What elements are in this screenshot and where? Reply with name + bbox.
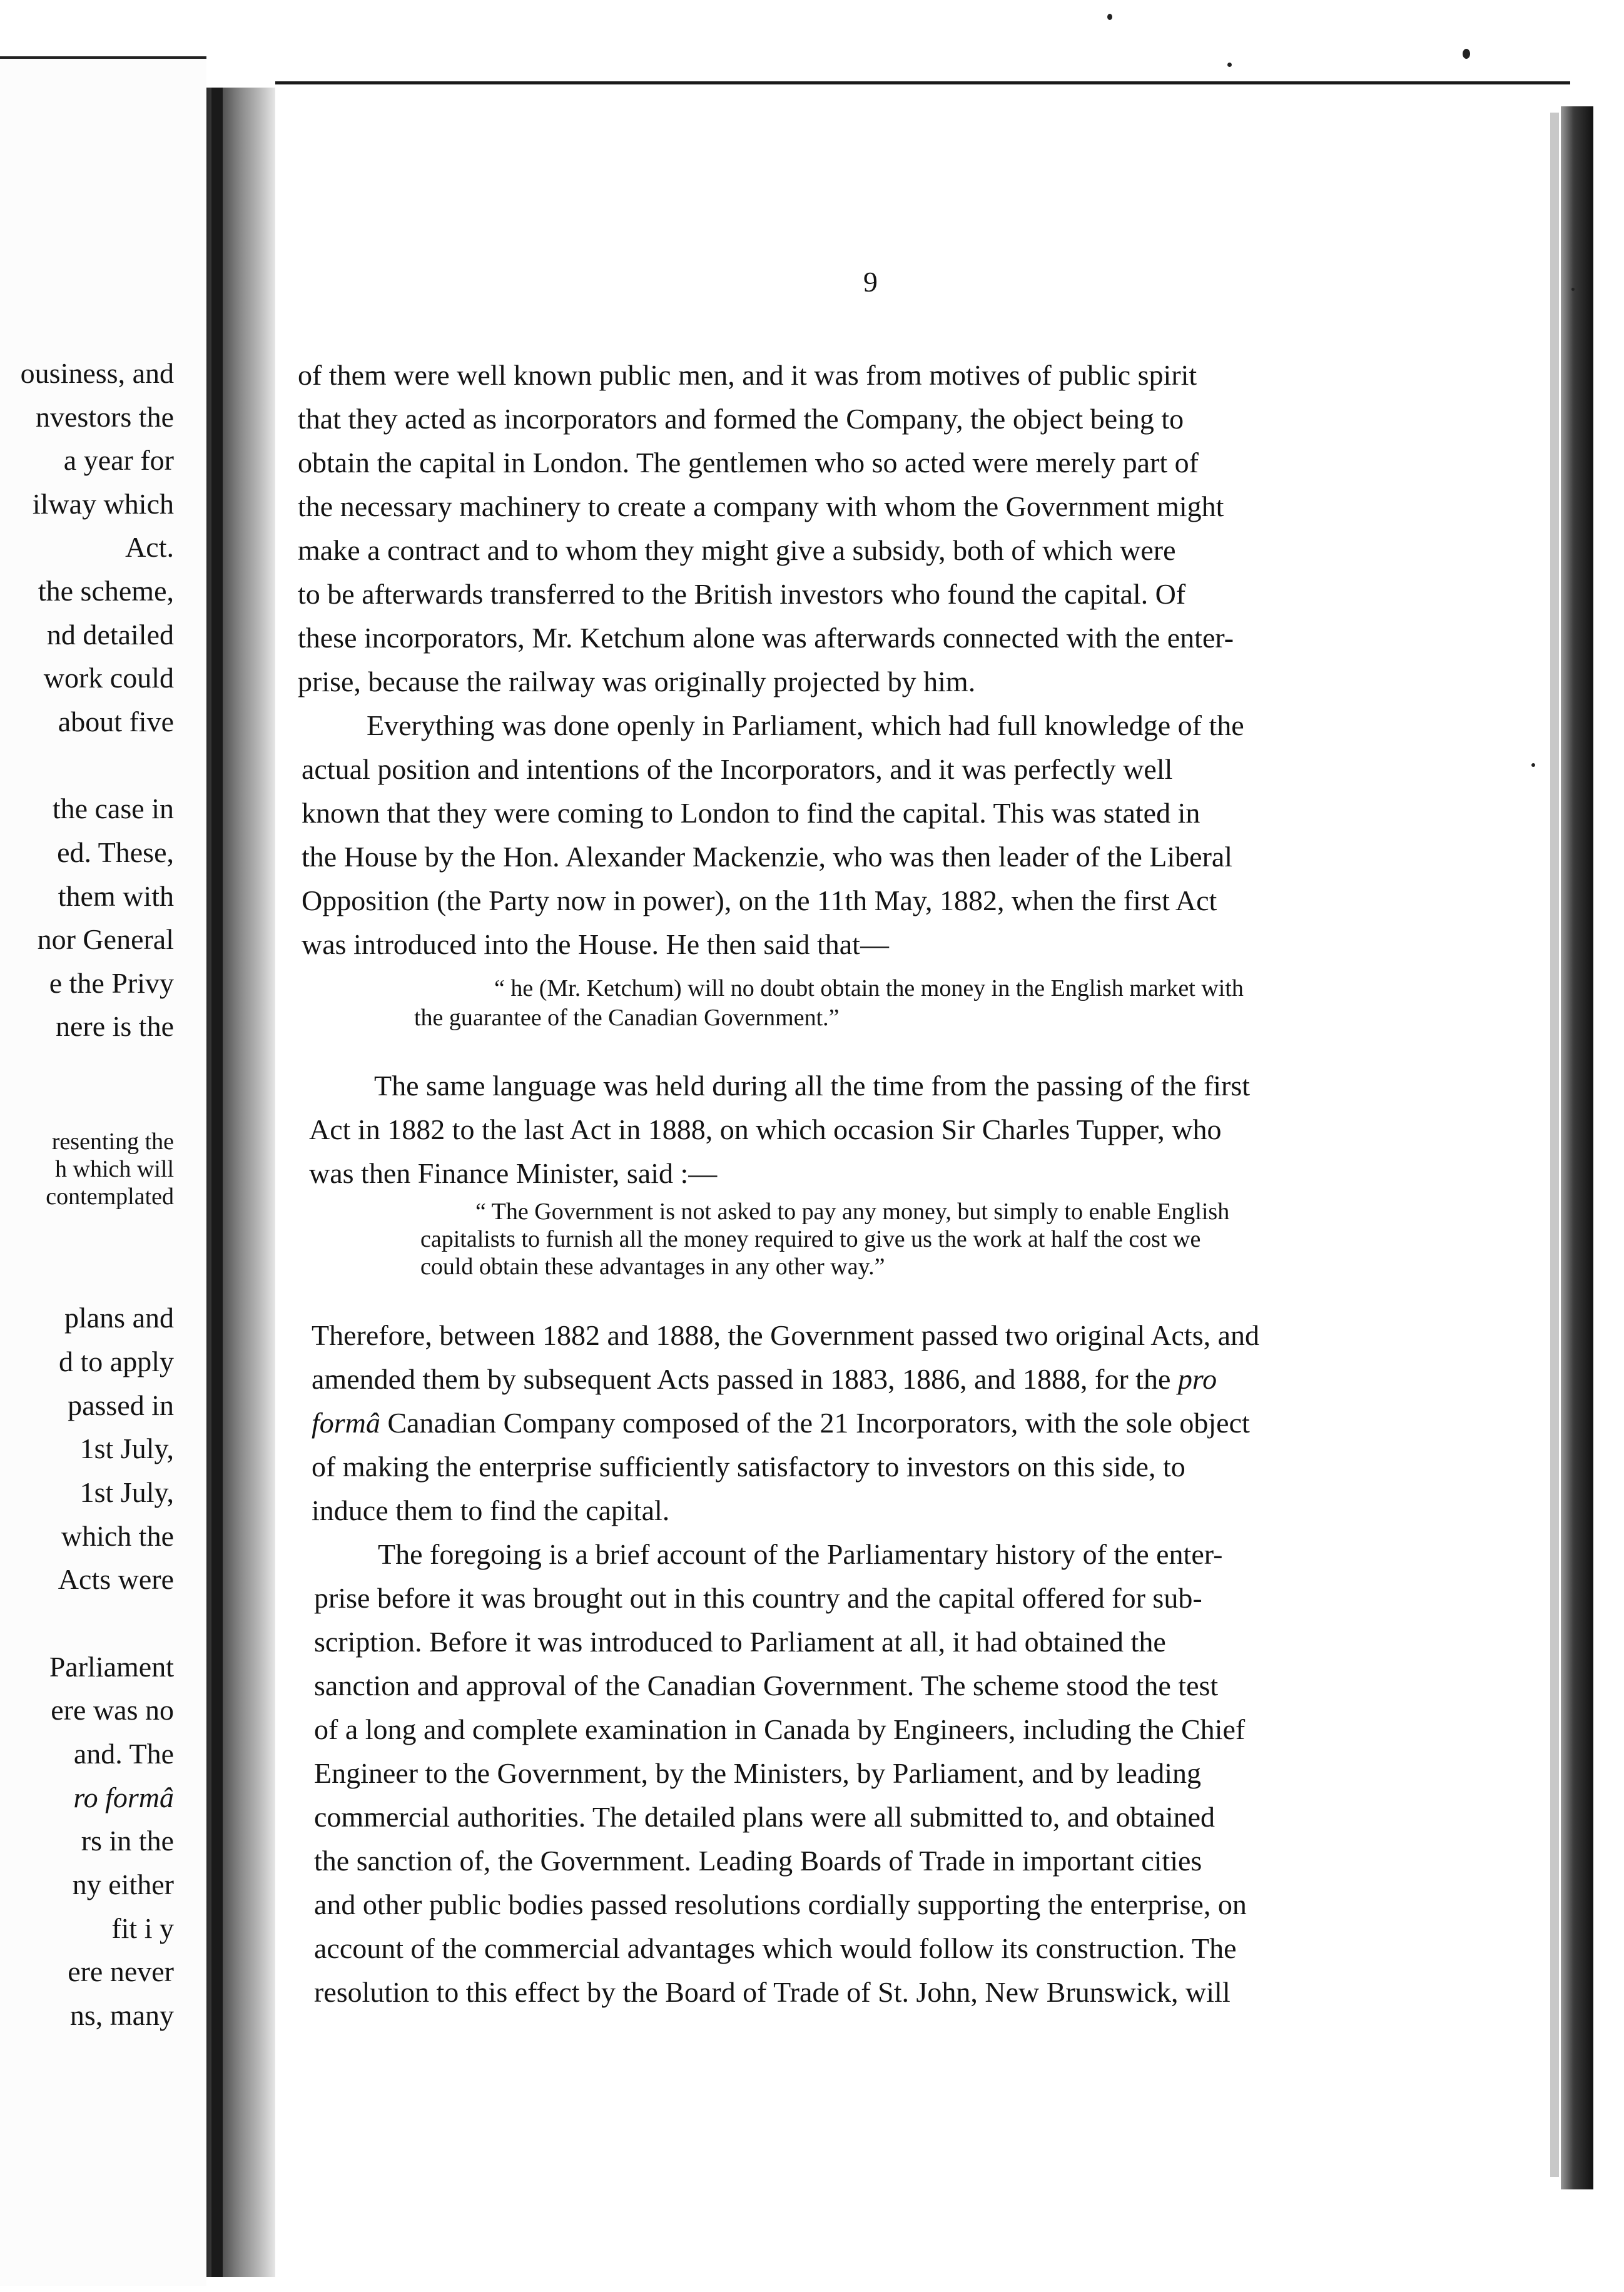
left-page-line: them with bbox=[58, 880, 174, 912]
text-line bbox=[312, 1409, 1250, 1438]
text-line: prise, because the railway was originally projected by him. bbox=[298, 666, 976, 697]
text-line: The same language was held during all the time from the passing of the first bbox=[374, 1070, 1251, 1102]
scan-speck bbox=[1227, 63, 1232, 67]
text-line: resolution to this effect by the Board of Trade of St. John, New Brunswick, will bbox=[314, 1976, 1231, 2008]
left-page-line: Parliament bbox=[49, 1651, 174, 1683]
left-page-line: rs in the bbox=[81, 1825, 174, 1857]
text-run: amended them by subsequent Acts passed in 1883, 1886, and 1888, for the bbox=[312, 1363, 1178, 1395]
text-line: known that they were coming to London to find the capital. This was stated in bbox=[302, 797, 1200, 829]
text-line: these incorporators, Mr. Ketchum alone was afterwards connected with the enter- bbox=[298, 622, 1234, 654]
text-line: of a long and complete examination in Canada by Engineers, including the Chief bbox=[314, 1713, 1246, 1745]
left-page-line: ns, many bbox=[69, 1999, 174, 2031]
italic-text-run: formâ bbox=[312, 1407, 380, 1439]
text-line: and other public bodies passed resolutions cordially supporting the enterprise, on bbox=[314, 1889, 1247, 1920]
left-page-line: 1st July, bbox=[79, 1476, 174, 1508]
book-gutter-edge bbox=[211, 88, 223, 2277]
text-line: Act in 1882 to the last Act in 1888, on which occasion Sir Charles Tupper, who bbox=[309, 1113, 1222, 1145]
text-line: Therefore, between 1882 and 1888, the Government passed two original Acts, and bbox=[312, 1319, 1260, 1351]
scan-speck bbox=[1571, 288, 1575, 291]
text-line: commercial authorities. The detailed plans were all submitted to, and obtained bbox=[314, 1801, 1215, 1833]
text-run: Canadian Company composed of the 21 Incorporators, with the sole object bbox=[380, 1407, 1250, 1439]
text-line: that they acted as incorporators and formed the Company, the object being to bbox=[298, 403, 1184, 435]
left-page-line: h which will bbox=[55, 1156, 174, 1182]
left-page-line: Acts were bbox=[58, 1563, 174, 1595]
text-line bbox=[312, 1365, 1217, 1394]
text-line: prise before it was brought out in this country and the capital offered for sub- bbox=[314, 1582, 1202, 1614]
left-page-line: contemplated bbox=[46, 1184, 174, 1210]
text-line: was introduced into the House. He then said that— bbox=[302, 928, 889, 960]
scan-speck bbox=[1107, 14, 1112, 20]
left-page-line: d to apply bbox=[59, 1346, 174, 1377]
left-page-line: about five bbox=[58, 706, 174, 738]
left-page-line: nere is the bbox=[55, 1010, 174, 1042]
text-line: actual position and intentions of the Incorporators, and it was perfectly well bbox=[302, 753, 1173, 785]
text-line: the necessary machinery to create a company with whom the Government might bbox=[298, 490, 1224, 522]
left-page-line: resenting the bbox=[51, 1128, 174, 1155]
page-edge-shadow bbox=[1561, 106, 1593, 2189]
left-page-line: fit i y bbox=[111, 1912, 174, 1944]
text-line: make a contract and to whom they might give a subsidy, both of which were bbox=[298, 534, 1176, 566]
quote-line: “ The Government is not asked to pay any money, but simply to enable English bbox=[475, 1199, 1230, 1225]
left-page-line: e the Privy bbox=[49, 967, 174, 999]
left-page-line: ere never bbox=[68, 1955, 174, 1987]
scan-speck bbox=[1531, 763, 1535, 767]
left-page-line: the scheme, bbox=[38, 575, 174, 607]
text-line: Opposition (the Party now in power), on the 11th May, 1882, when the first Act bbox=[302, 885, 1217, 916]
left-page-line: ere was no bbox=[51, 1694, 174, 1726]
left-page-line: a year for bbox=[63, 444, 174, 476]
scan-speck bbox=[1463, 49, 1470, 59]
left-page-line: ilway which bbox=[32, 488, 174, 520]
left-page-line: nd detailed bbox=[46, 619, 174, 651]
italic-text-run: pro bbox=[1177, 1363, 1217, 1395]
left-page-line: and. The bbox=[73, 1738, 174, 1770]
left-page-line: 1st July, bbox=[79, 1432, 174, 1464]
left-page-line: the case in bbox=[52, 793, 174, 824]
left-page-line: ny either bbox=[72, 1869, 174, 1900]
left-page-line: work could bbox=[43, 662, 174, 694]
text-line: account of the commercial advantages which would follow its construction. The bbox=[314, 1932, 1237, 1964]
text-line: of them were well known public men, and it was from motives of public spirit bbox=[298, 359, 1197, 391]
quote-line: could obtain these advantages in any other way.” bbox=[420, 1254, 885, 1280]
quote-line: capitalists to furnish all the money required to give us the work at half the cost we bbox=[420, 1226, 1201, 1252]
left-page-line: plans and bbox=[64, 1302, 174, 1334]
text-line: sanction and approval of the Canadian Government. The scheme stood the test bbox=[314, 1670, 1219, 1701]
left-page-line: which the bbox=[61, 1520, 174, 1552]
left-page-line: ousiness, and bbox=[20, 357, 174, 389]
page-stack-edge bbox=[1550, 113, 1559, 2177]
left-page-line: passed in bbox=[68, 1389, 174, 1421]
text-line: scription. Before it was introduced to Parliament at all, it had obtained the bbox=[314, 1626, 1166, 1658]
page-number: 9 bbox=[863, 266, 878, 298]
text-line: induce them to find the capital. bbox=[312, 1494, 670, 1526]
left-page-line: Act. bbox=[125, 531, 174, 563]
left-page-line: ro formâ bbox=[73, 1782, 174, 1813]
quote-line: “ he (Mr. Ketchum) will no doubt obtain the money in the English market with bbox=[494, 975, 1244, 1001]
left-page-line: ed. These, bbox=[57, 836, 174, 868]
text-line: obtain the capital in London. The gentlemen who so acted were merely part of bbox=[298, 447, 1199, 479]
text-line: to be afterwards transferred to the British investors who found the capital. Of bbox=[298, 578, 1186, 610]
text-line: Engineer to the Government, by the Ministers, by Parliament, and by leading bbox=[314, 1757, 1202, 1789]
text-line: the House by the Hon. Alexander Mackenzie, who was then leader of the Liberal bbox=[302, 841, 1233, 873]
text-line: the sanction of, the Government. Leading Boards of Trade in important cities bbox=[314, 1845, 1202, 1877]
text-line: was then Finance Minister, said :— bbox=[309, 1157, 718, 1189]
text-line: of making the enterprise sufficiently satisfactory to investors on this side, to bbox=[312, 1451, 1185, 1483]
left-page-line: nor General bbox=[37, 923, 174, 955]
text-line: The foregoing is a brief account of the Parliamentary history of the enter- bbox=[378, 1538, 1223, 1570]
left-page-line: nvestors the bbox=[35, 401, 174, 433]
previous-page-fragment bbox=[0, 56, 206, 2286]
quote-line: the guarantee of the Canadian Government.” bbox=[414, 1005, 840, 1031]
text-line: Everything was done openly in Parliament, which had full knowledge of the bbox=[367, 709, 1244, 741]
